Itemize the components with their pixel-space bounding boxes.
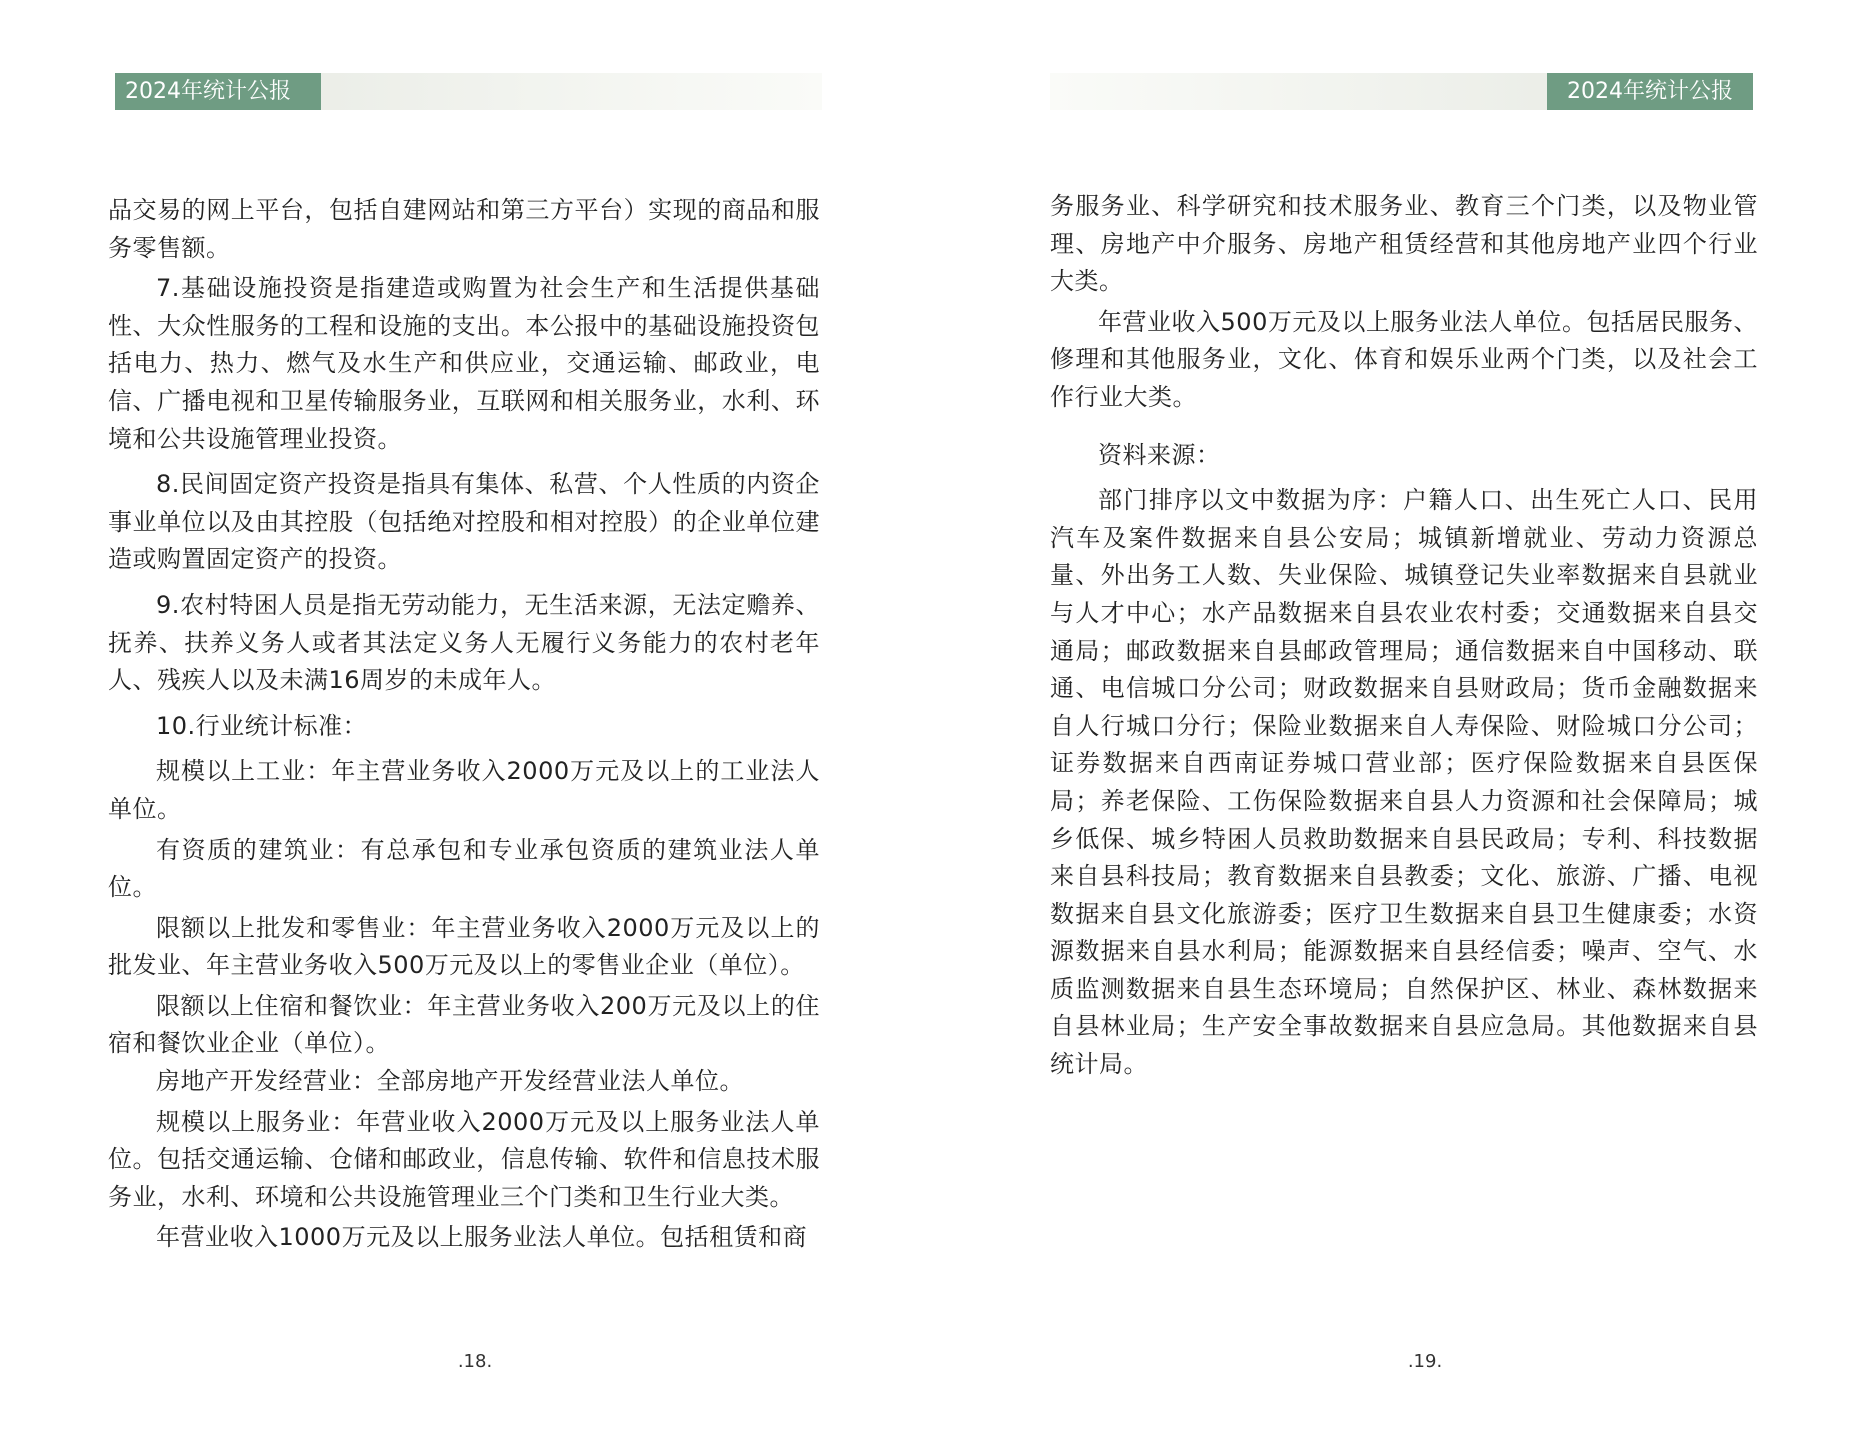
paragraph: 10.行业统计标准： bbox=[156, 711, 368, 740]
right-header-title: 2024年统计公报 bbox=[1547, 73, 1753, 110]
left-header-band bbox=[115, 73, 822, 110]
left-page-body bbox=[108, 192, 820, 1257]
right-page bbox=[930, 0, 1859, 1433]
right-header-band bbox=[1050, 73, 1753, 110]
paragraph: 部门排序以文中数据为序：户籍人口、出生死亡人口、民用汽车及案件数据来自县公安局；城镇新增就业、劳动力资源总量、外出务工人数、失业保险、城镇登记失业率数据来自县就业与人才中心；水产品数据来自县农业农村委；交通数据来自县交通局；邮政数据来自县邮政管理局；通信数据来自中国移动、联通、电信城口分公司；财政数据来自县财政局；货币金融数据来自人行城口分行；保险业数据来自人寿保险、财险城口分公司；证券数据来自西南证券城口营业部；医疗保险数据来自县医保局；养老保险、工伤保险数据来自县人力资源和社会保障局；城乡低保、城乡特困人员救助数据来自县民政局；专利、科技数据来自县科技局；教育数据来自县教委；文化、旅游、广播、电视数据来自县文化旅游委；医疗卫生数据来自县卫生健康委；水资源数据来自县水利局；能源数据来自县经信委；噪声、空气、水质监测数据来自县生态环境局；自然保护区、林业、森林数据来自县林业局；生产安全事故数据来自县应急局。其他数据来自县统计局。 bbox=[1050, 486, 1758, 1079]
right-page-body bbox=[1050, 188, 1758, 1084]
paragraph: 年营业收入1000万元及以上服务业法人单位。包括租赁和商 bbox=[156, 1223, 808, 1252]
paragraph: 有资质的建筑业：有总承包和专业承包资质的建筑业法人单位。 bbox=[108, 835, 820, 902]
left-header-title: 2024年统计公报 bbox=[115, 73, 321, 110]
paragraph: 品交易的网上平台，包括自建网站和第三方平台）实现的商品和服务零售额。 bbox=[108, 196, 820, 262]
paragraph: 8.民间固定资产投资是指具有集体、私营、个人性质的内资企事业单位以及由其控股（包括绝对控股和相对控股）的企业单位建造或购置固定资产的投资。 bbox=[108, 470, 820, 574]
paragraph: 7.基础设施投资是指建造或购置为社会生产和生活提供基础性、大众性服务的工程和设施的支出。本公报中的基础设施投资包括电力、热力、燃气及水生产和供应业，交通运输、邮政业，电信、广播电视和卫星传输服务业，互联网和相关服务业，水利、环境和公共设施管理业投资。 bbox=[108, 274, 820, 453]
left-page bbox=[0, 0, 929, 1433]
page-number: .19. bbox=[1407, 1351, 1443, 1372]
paragraph: 9.农村特困人员是指无劳动能力，无生活来源，无法定赡养、抚养、扶养义务人或者其法定义务人无履行义务能力的农村老年人、残疾人以及未满16周岁的未成年人。 bbox=[108, 590, 820, 695]
paragraph: 限额以上住宿和餐饮业：年主营业务收入200万元及以上的住宿和餐饮业企业（单位）。 bbox=[108, 991, 820, 1058]
paragraph: 务服务业、科学研究和技术服务业、教育三个门类，以及物业管理、房地产中介服务、房地产租赁经营和其他房地产业四个行业大类。 bbox=[1050, 192, 1758, 296]
paragraph: 规模以上服务业：年营业收入2000万元及以上服务业法人单位。包括交通运输、仓储和邮政业，信息传输、软件和信息技术服务业，水利、环境和公共设施管理业三个门类和卫生行业大类。 bbox=[108, 1107, 820, 1211]
paragraph: 规模以上工业：年主营业务收入2000万元及以上的工业法人单位。 bbox=[108, 757, 820, 823]
paragraph: 年营业收入500万元及以上服务业法人单位。包括居民服务、修理和其他服务业，文化、体育和娱乐业两个门类，以及社会工作行业大类。 bbox=[1050, 307, 1758, 411]
page-number: .18. bbox=[457, 1351, 493, 1372]
paragraph: 限额以上批发和零售业：年主营业务收入2000万元及以上的批发业、年主营业务收入500万元及以上的零售业企业（单位）。 bbox=[108, 913, 820, 980]
section-heading: 资料来源： bbox=[1098, 440, 1221, 469]
paragraph: 房地产开发经营业：全部房地产开发经营业法人单位。 bbox=[156, 1067, 744, 1096]
